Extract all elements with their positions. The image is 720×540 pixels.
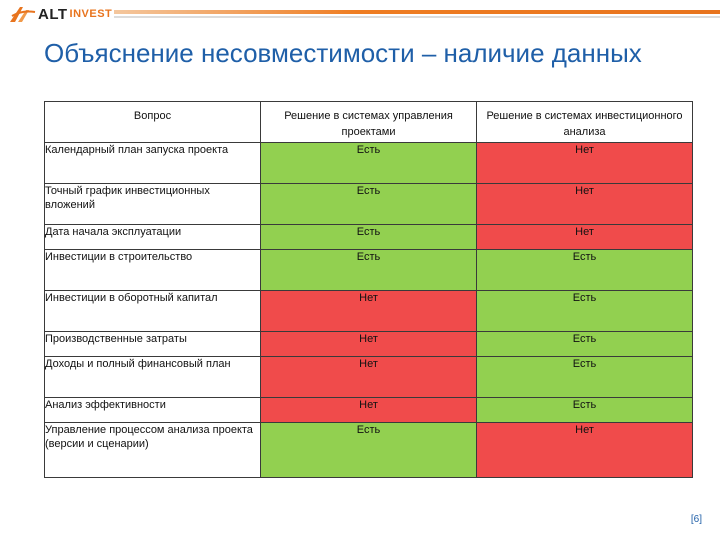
pm-availability-cell: Есть	[261, 225, 477, 250]
table-row	[45, 225, 693, 250]
header-question: Вопрос	[45, 102, 261, 143]
pm-availability-cell: Нет	[261, 291, 477, 332]
ia-availability-cell: Есть	[477, 398, 693, 423]
page-title: Объяснение несовместимости – наличие данных	[44, 38, 642, 68]
pm-availability-cell: Есть	[261, 143, 477, 184]
logo-alt-text: ALT	[38, 5, 68, 23]
table-row	[45, 291, 693, 332]
header-orange-rule	[114, 10, 720, 14]
question-cell: Точный график инвестиционных вложений	[45, 184, 261, 225]
question-cell: Дата начала эксплуатации	[45, 225, 261, 250]
ia-availability-cell: Есть	[477, 357, 693, 398]
table-row	[45, 250, 693, 291]
ia-availability-cell: Нет	[477, 423, 693, 478]
pm-availability-cell: Есть	[261, 184, 477, 225]
table-header-row	[45, 102, 693, 143]
pm-availability-cell: Есть	[261, 423, 477, 478]
question-cell: Производственные затраты	[45, 332, 261, 357]
ia-availability-cell: Есть	[477, 332, 693, 357]
header-ia-systems: Решение в системах инвестиционного анализа	[477, 102, 693, 143]
header-pm-systems: Решение в системах управления проектами	[261, 102, 477, 143]
question-cell: Инвестиции в строительство	[45, 250, 261, 291]
question-cell: Анализ эффективности	[45, 398, 261, 423]
question-cell: Инвестиции в оборотный капитал	[45, 291, 261, 332]
table-row	[45, 423, 693, 478]
pm-availability-cell: Нет	[261, 332, 477, 357]
ia-availability-cell: Нет	[477, 143, 693, 184]
question-cell: Календарный план запуска проекта	[45, 143, 261, 184]
question-cell: Управление процессом анализа проекта (версии и сценарии)	[45, 423, 261, 478]
ia-availability-cell: Нет	[477, 184, 693, 225]
pm-availability-cell: Есть	[261, 250, 477, 291]
pm-availability-cell: Нет	[261, 357, 477, 398]
question-cell: Доходы и полный финансовый план	[45, 357, 261, 398]
header-bar	[0, 0, 720, 26]
table-row	[45, 357, 693, 398]
logo-swoosh-icon	[8, 4, 36, 24]
logo-invest-text: INVEST	[69, 8, 113, 20]
table-row	[45, 143, 693, 184]
altinvest-logo	[8, 4, 112, 24]
pm-availability-cell: Нет	[261, 398, 477, 423]
ia-availability-cell: Есть	[477, 250, 693, 291]
table-row	[45, 398, 693, 423]
table-row	[45, 332, 693, 357]
ia-availability-cell: Нет	[477, 225, 693, 250]
ia-availability-cell: Есть	[477, 291, 693, 332]
footnote-reference: [6]	[690, 514, 702, 525]
table-row	[45, 184, 693, 225]
compatibility-table	[44, 101, 693, 478]
table-body	[45, 143, 693, 478]
header-grey-rule	[114, 16, 720, 18]
